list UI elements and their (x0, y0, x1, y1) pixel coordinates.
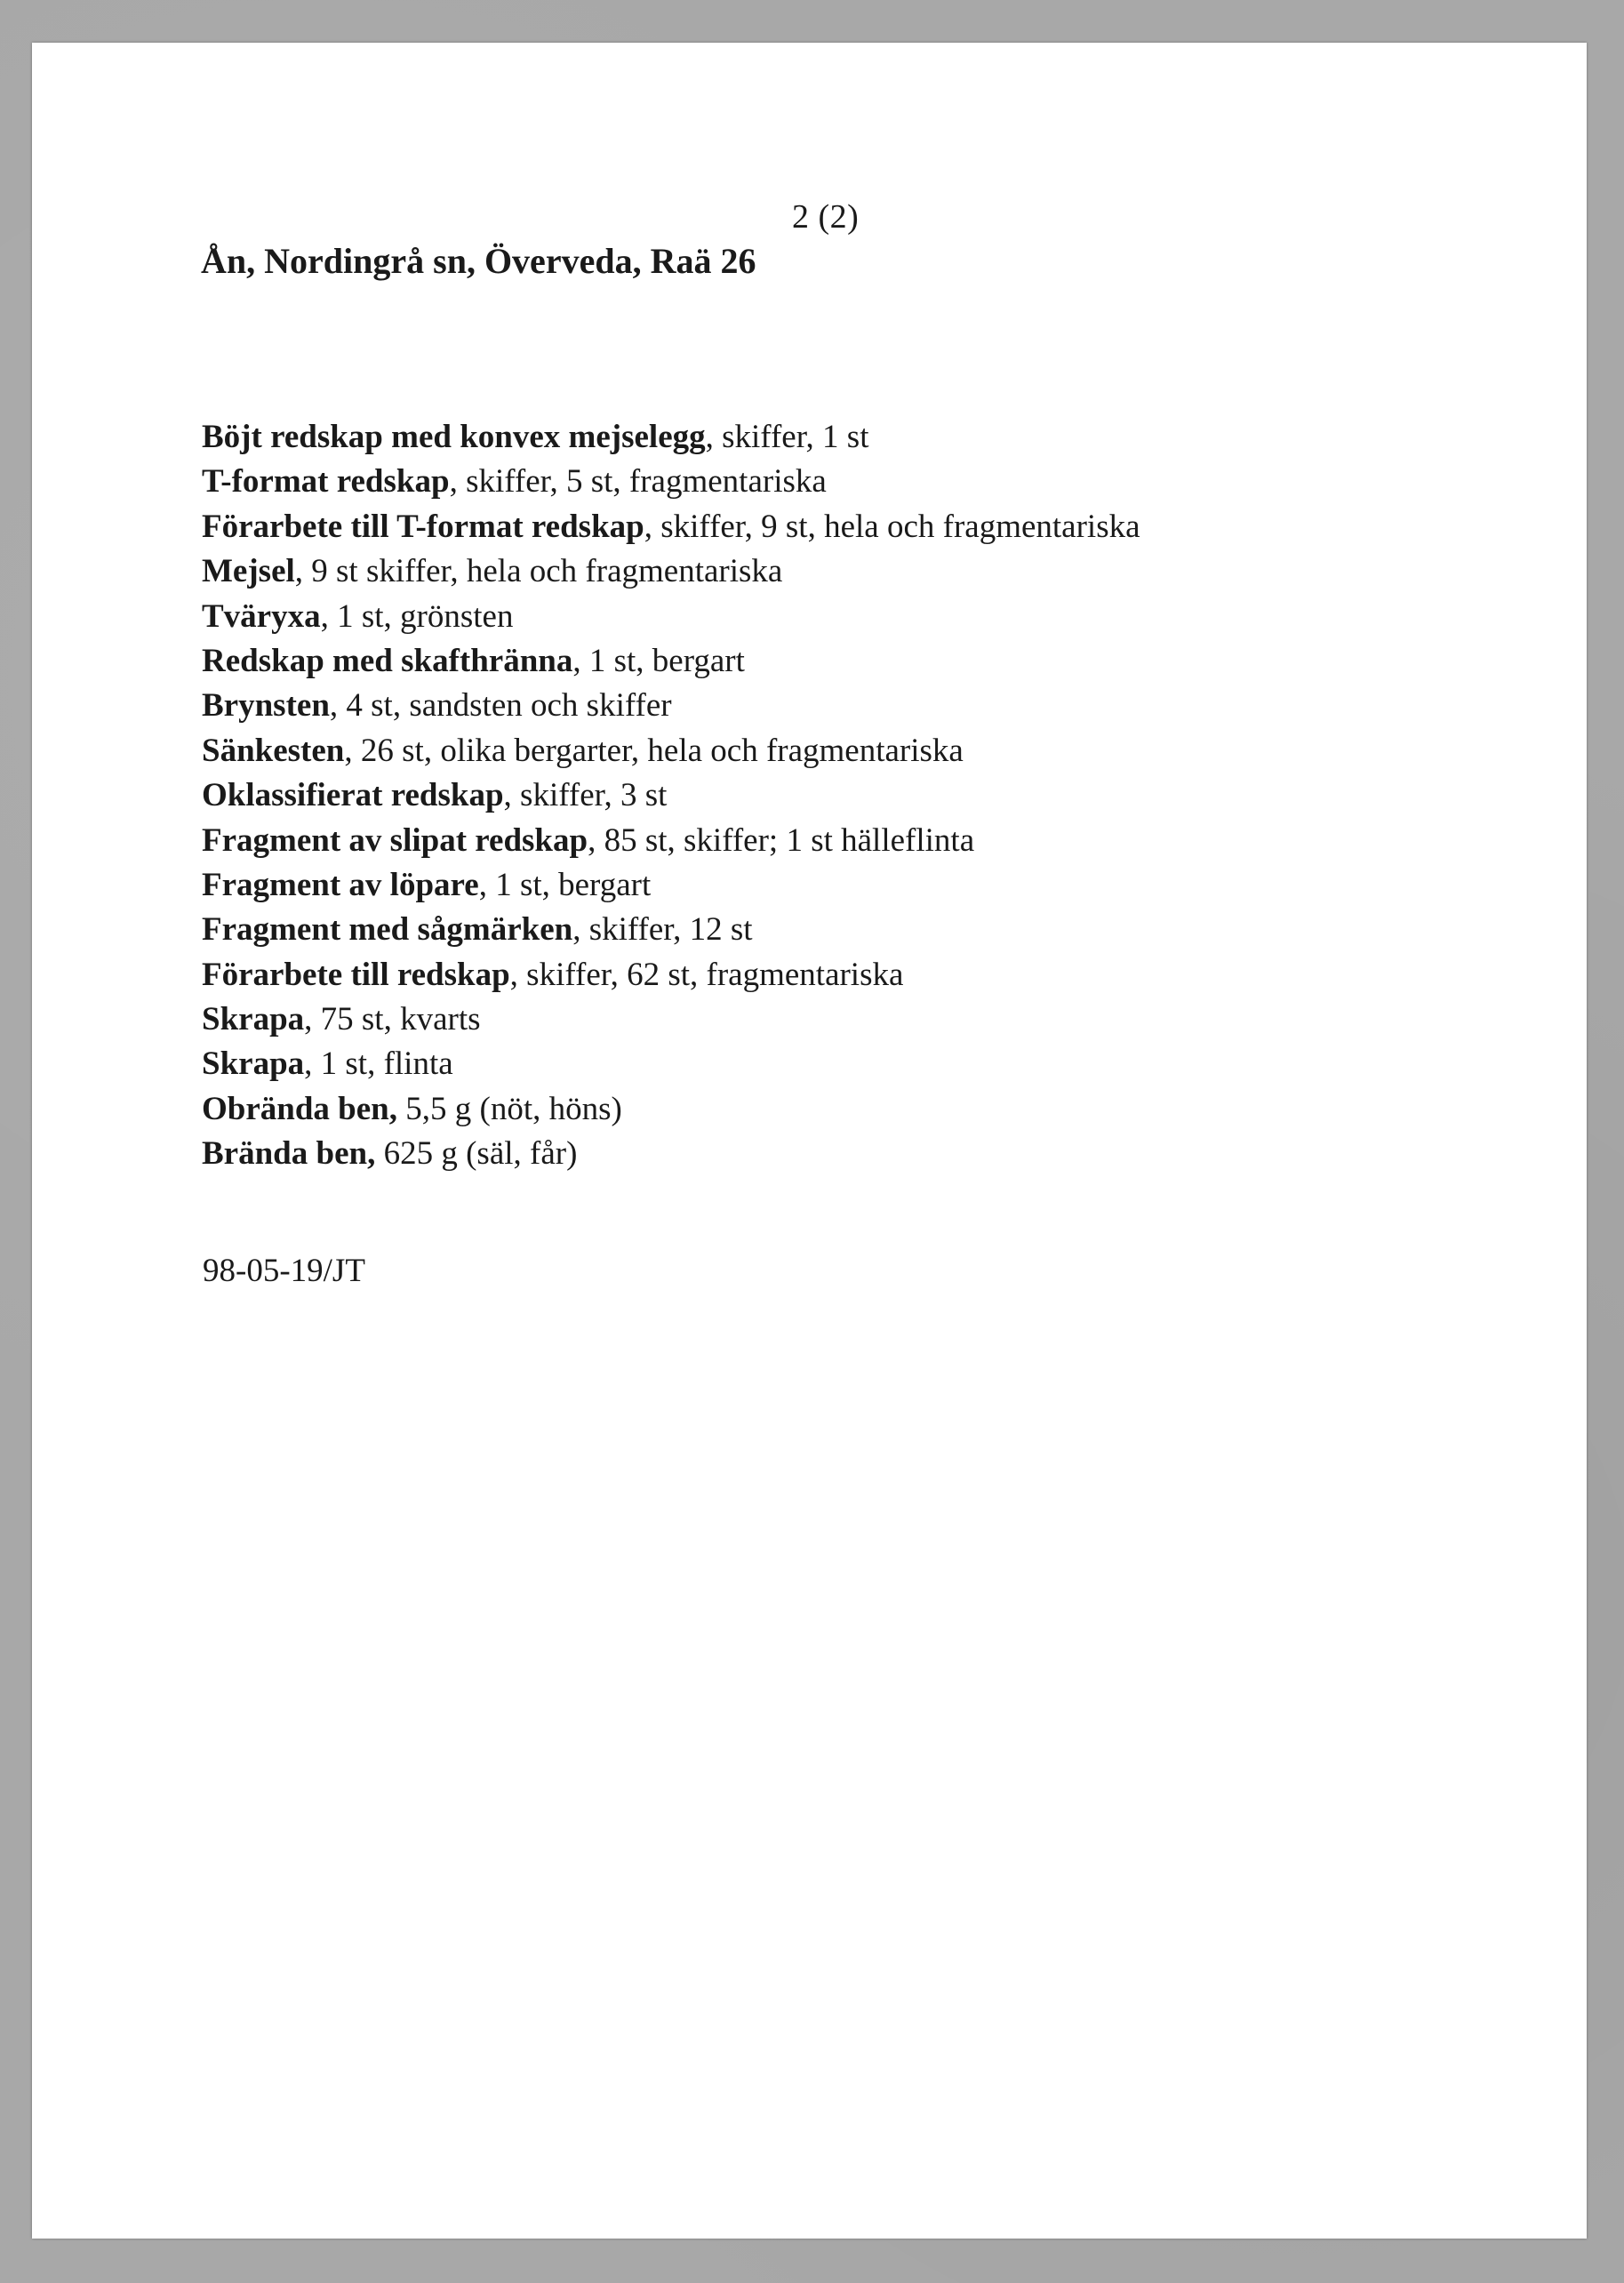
item-name: Redskap med skafthränna (202, 642, 573, 679)
item-details: , 1 st, bergart (478, 866, 652, 903)
item-details: , 85 st, skiffer; 1 st hälleflinta (588, 821, 975, 859)
item-name: Fragment med sågmärken (202, 911, 573, 949)
list-item (202, 460, 1357, 504)
item-details: , 4 st, sandsten och skiffer (329, 687, 672, 725)
list-item (202, 505, 1357, 549)
list-item (202, 773, 1357, 818)
item-details: , skiffer, 62 st, fragmentariska (509, 956, 904, 993)
item-name: Förarbete till redskap (202, 956, 510, 993)
list-item (202, 639, 1357, 684)
item-name: Böjt redskap med konvex mejselegg (202, 419, 706, 455)
list-item (202, 819, 1357, 863)
item-name: Sänkesten (202, 732, 345, 769)
item-name: Förarbete till T-format redskap (202, 508, 644, 545)
item-name: T-format redskap (202, 463, 450, 501)
item-details: , skiffer, 1 st (705, 419, 869, 455)
document-title: Ån, Nordingrå sn, Överveda, Raä 26 (201, 241, 756, 281)
list-item (202, 1042, 1357, 1086)
item-details: , skiffer, 12 st (572, 911, 753, 949)
item-name: Fragment av slipat redskap (202, 821, 588, 859)
find-list (202, 415, 1357, 1177)
date-signature: 98-05-19/JT (203, 1253, 365, 1289)
item-name: Oklassifierat redskap (202, 777, 504, 814)
item-details: , 75 st, kvarts (304, 1001, 481, 1038)
item-details: , skiffer, 3 st (503, 777, 668, 814)
item-details: , 1 st, flinta (304, 1045, 453, 1083)
list-item (202, 1132, 1357, 1176)
item-name: Skrapa (202, 1045, 305, 1083)
item-details: 5,5 g (nöt, höns) (397, 1090, 622, 1127)
item-name: Skrapa (202, 1001, 305, 1038)
item-details: , skiffer, 9 st, hela och fragmentariska (644, 508, 1140, 545)
item-name: Brända ben, (202, 1135, 376, 1173)
item-details: , skiffer, 5 st, fragmentariska (449, 463, 827, 501)
list-item (202, 684, 1357, 728)
list-item (202, 863, 1357, 908)
list-item (202, 415, 1357, 460)
list-item (202, 729, 1357, 773)
list-item (202, 997, 1357, 1042)
document-page (32, 43, 1587, 2239)
list-item (202, 549, 1357, 594)
item-name: Obrända ben, (202, 1090, 398, 1127)
item-name: Brynsten (202, 687, 330, 725)
item-name: Mejsel (202, 553, 295, 590)
item-details: , 26 st, olika bergarter, hela och fragmentariska (344, 732, 964, 769)
item-name: Fragment av löpare (202, 866, 479, 903)
item-details: 625 g (säl, får) (375, 1135, 578, 1173)
item-details: , 1 st, grönsten (320, 597, 514, 635)
list-item (202, 908, 1357, 952)
item-details: , 9 st skiffer, hela och fragmentariska (294, 553, 783, 590)
item-name: Tväryxa (202, 597, 321, 635)
list-item (202, 1087, 1357, 1132)
item-details: , 1 st, bergart (572, 642, 745, 679)
page-number: 2 (2) (792, 198, 860, 236)
list-item (202, 595, 1357, 639)
list-item (202, 953, 1357, 997)
